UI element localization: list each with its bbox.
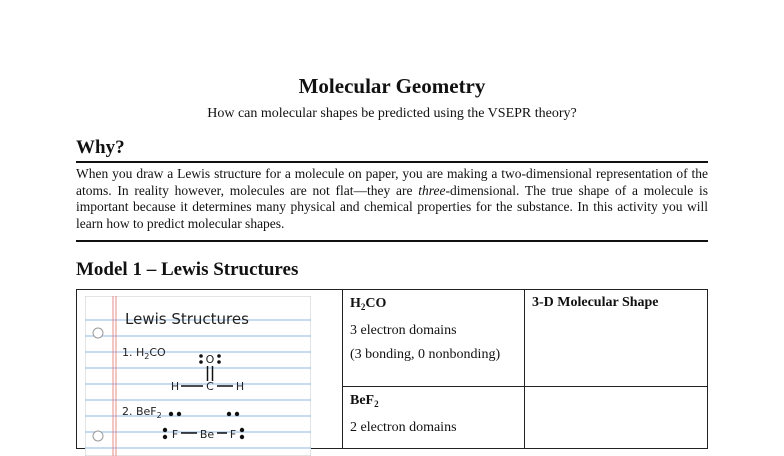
model-table bbox=[76, 289, 708, 449]
notebook-item-1: 1. $H_2CO$ bbox=[122, 346, 166, 361]
notebook-title: Lewis Structures bbox=[125, 310, 249, 328]
atom-f-right: F bbox=[229, 428, 237, 441]
binder-hole-1 bbox=[93, 328, 103, 338]
atom-h-right: H bbox=[235, 380, 245, 393]
why-text-part-2: -dimensional. The true shape of a molecule is important because it determines many physical and chemical properties for the substance. In this activity you will learn how to predict molecular shapes. bbox=[76, 182, 708, 232]
table-row-divider bbox=[342, 386, 707, 387]
shape-column-header: 3-D Molecular Shape bbox=[532, 295, 659, 310]
model-heading: Model 1 – Lewis Structures bbox=[76, 259, 299, 280]
h2co-domains: 3 electron domains bbox=[350, 323, 457, 338]
atom-f-left: F bbox=[171, 428, 179, 441]
table-col-divider-1 bbox=[342, 290, 343, 448]
h2co-formula: $H_2CO$ bbox=[350, 296, 387, 312]
table-col-divider-2 bbox=[524, 290, 525, 448]
h2co-cell bbox=[350, 292, 500, 367]
bef2-formula: BeF$_2$ bbox=[350, 393, 379, 409]
page-title: Molecular Geometry bbox=[298, 74, 486, 98]
binder-hole-2 bbox=[93, 431, 103, 441]
lewis-notebook-image bbox=[85, 296, 311, 456]
notebook-item-2: 2. BeF$_2$ bbox=[122, 405, 162, 420]
atom-h-left: H bbox=[170, 380, 180, 393]
why-text-italic: three bbox=[418, 182, 446, 198]
why-bottom-rule bbox=[76, 240, 708, 242]
page-subtitle: How can molecular shapes be predicted using the VSEPR theory? bbox=[207, 106, 577, 121]
why-paragraph bbox=[76, 166, 708, 233]
atom-be: Be bbox=[199, 428, 215, 441]
atom-o: O bbox=[205, 353, 215, 366]
why-top-rule bbox=[76, 161, 708, 163]
why-text-part-1: When you draw a Lewis structure for a molecule on paper, you are making a two-dimensional representation of the atoms. In reality however, molecules are not flat—they are bbox=[76, 166, 708, 198]
h2co-detail: (3 bonding, 0 nonbonding) bbox=[350, 347, 501, 362]
atom-c: C bbox=[206, 380, 214, 393]
notebook-svg bbox=[85, 296, 311, 456]
bef2-cell bbox=[350, 389, 457, 440]
bef2-domains: 2 electron domains bbox=[350, 420, 457, 435]
why-heading: Why? bbox=[76, 137, 125, 158]
